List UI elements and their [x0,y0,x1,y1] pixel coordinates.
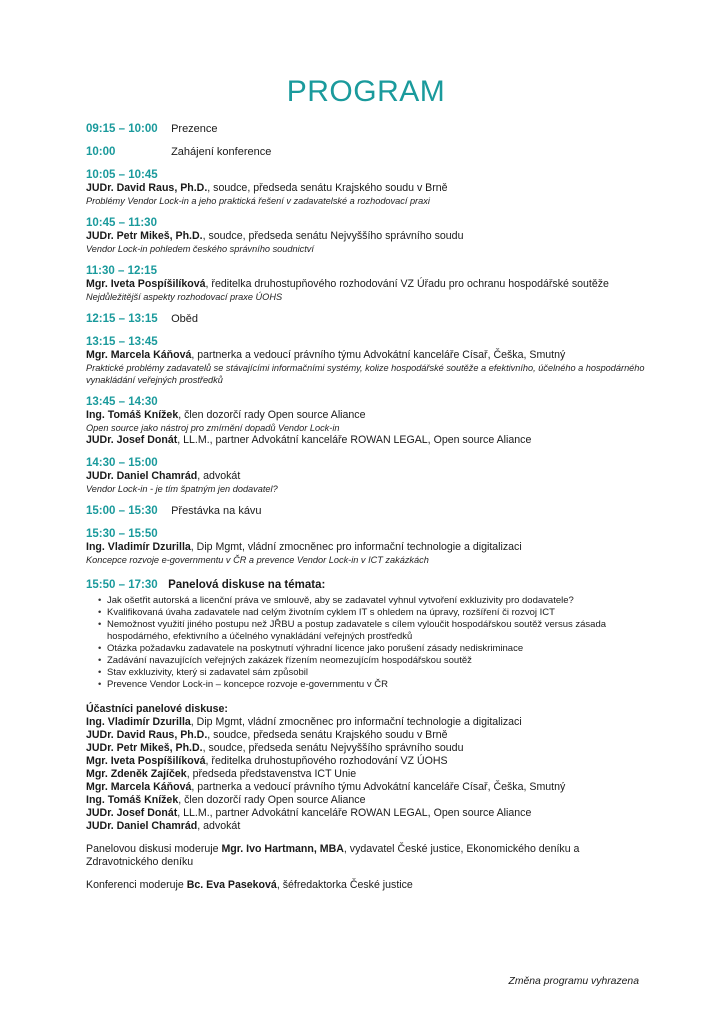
time-label: 10:45 – 11:30 [86,217,157,229]
speaker-role: , Dip Mgmt, vládní zmocněnec pro informační technologie a digitalizaci [190,541,522,553]
panel-topic-list [86,595,646,691]
participant-name: Mgr. Marcela Káňová [86,781,192,793]
speaker-name: JUDr. Petr Mikeš, Ph.D. [86,230,203,242]
participant-name: Ing. Tomáš Knížek [86,794,179,806]
participant-role: , člen dozorčí rady Open source Aliance [178,794,366,806]
session-1345 [86,395,646,447]
program-page [86,72,646,892]
time-label: 12:15 – 13:15 [86,313,158,325]
list-item [86,716,646,729]
list-item [86,820,646,833]
program-item-lunch [86,312,646,326]
time-label: 13:45 – 14:30 [86,396,158,408]
speaker-line [86,349,646,362]
moderator-pre: Panelovou diskusi moderuje [86,843,222,855]
speaker-line [86,434,646,447]
speaker-line [86,230,646,243]
speaker-line [86,541,646,554]
speaker-name: JUDr. David Raus, Ph.D. [86,182,208,194]
panel-discussion [86,575,646,691]
list-item: • Jak ošetřit autorská a licenční práva ve smlouvě, aby se zadavatel vyhnul vytvoření exkluzivity pro dodavatele? [98,595,646,607]
session-1130 [86,264,646,303]
participant-role: , ředitelka druhostupňového rozhodování VZ ÚOHS [205,755,448,767]
time-label: 09:15 – 10:00 [86,123,158,135]
speaker-role: , člen dozorčí rady Open source Aliance [178,409,366,421]
participant-name: Mgr. Iveta Pospíšilíková [86,755,206,767]
participant-name: JUDr. Petr Mikeš, Ph.D. [86,742,203,754]
panel-moderator [86,843,646,869]
program-item-prezence [86,122,646,136]
list-item: • Zadávání navazujících veřejných zakázek řízením neomezujícím hospodářskou soutěž [98,655,646,667]
talk-topic: Vendor Lock-in pohledem českého správního soudnictví [86,244,314,254]
moderator-name: Mgr. Ivo Hartmann, MBA [221,843,344,855]
participant-role: , soudce, předseda senátu Krajského soudu v Brně [207,729,448,741]
page-title: PROGRAM [286,75,446,108]
participant-role: , partnerka a vedoucí právního týmu Advokátní kanceláře Císař, Češka, Smutný [191,781,566,793]
speaker-role: , partnerka a vedoucí právního týmu Advokátní kanceláře Císař, Češka, Smutný [191,349,566,361]
speaker-line [86,278,646,291]
speaker-name: Mgr. Iveta Pospíšilíková [86,278,206,290]
item-label: Prezence [171,123,218,135]
participant-name: JUDr. David Raus, Ph.D. [86,729,208,741]
session-1430 [86,456,646,495]
time-label: 10:05 – 10:45 [86,169,158,181]
participant-role: , soudce, předseda senátu Nejvyššího správního soudu [202,742,464,754]
moderator-pre: Konferenci moderuje [86,879,187,891]
list-item [86,807,646,820]
talk-topic: Nejdůležitější aspekty rozhodovací praxe ÚOHS [86,292,283,302]
speaker-role: , soudce, předseda senátu Nejvyššího správního soudu [202,230,464,242]
participant-role: , Dip Mgmt, vládní zmocněnec pro informační technologie a digitalizaci [190,716,522,728]
moderator-post: , vydavatel České justice, Ekonomického deníku a Zdravotnického deníku [86,843,580,868]
time-label: 13:15 – 13:45 [86,336,158,348]
speaker-name: Mgr. Marcela Káňová [86,349,192,361]
speaker-name: JUDr. Josef Donát [86,434,178,446]
moderator-name: Bc. Eva Paseková [186,879,277,891]
talk-topic: Vendor Lock-in - je tím špatným jen dodavatel? [86,484,278,494]
item-label: Přestávka na kávu [171,505,262,517]
item-label: Zahájení konference [171,146,272,158]
participant-role: , advokát [197,820,241,832]
participant-name: Ing. Vladimír Dzurilla [86,716,191,728]
list-item [86,742,646,755]
participant-name: Mgr. Zdeněk Zajíček [86,768,187,780]
participant-role: , LL.M., partner Advokátní kanceláře ROWAN LEGAL, Open source Aliance [177,807,532,819]
speaker-role: , LL.M., partner Advokátní kanceláře ROWAN LEGAL, Open source Aliance [177,434,532,446]
participants-heading: Účastníci panelové diskuse: [86,703,228,715]
speaker-role: , ředitelka druhostupňového rozhodování VZ Úřadu pro ochranu hospodářské soutěže [205,278,609,290]
speaker-line [86,182,646,195]
participant-role: , předseda představenstva ICT Unie [186,768,357,780]
speaker-line [86,470,646,483]
time-label: 15:50 – 17:30 [86,579,158,591]
participant-name: JUDr. Daniel Chamrád [86,820,198,832]
list-item: • Otázka požadavku zadavatele na poskytnutí výhradní licence jako porušení zásady nediskriminace [98,643,646,655]
speaker-name: JUDr. Daniel Chamrád [86,470,198,482]
speaker-line [86,409,646,422]
time-label: 11:30 – 12:15 [86,265,157,277]
talk-topic: Problémy Vendor Lock-in a jeho praktická řešení v zadavatelské a rozhodovací praxi [86,196,430,206]
talk-topic: Open source jako nástroj pro zmírnění dopadů Vendor Lock-in [86,423,340,433]
list-item: • Prevence Vendor Lock-in – koncepce rozvoje e-governmentu v ČR [98,679,646,691]
talk-topic: Koncepce rozvoje e-governmentu v ČR a prevence Vendor Lock-in v ICT zakázkách [86,555,429,565]
program-item-coffee [86,504,646,518]
time-label: 14:30 – 15:00 [86,457,158,469]
participants-list [86,716,646,833]
panel-title: Panelová diskuse na témata: [168,579,326,591]
list-item: • Nemožnost využití jiného postupu než JŘBU a postup zadavatele s cílem vyloučit hospodářskou soutěž versus zásada hospodárného, efektivního a účelného vynakládání veřejných prostředků [98,619,646,643]
session-1005 [86,168,646,207]
conference-moderator [86,879,646,892]
time-label: 10:00 [86,146,116,158]
session-1530 [86,527,646,566]
list-item [86,755,646,768]
moderator-post: , šéfredaktorka České justice [276,879,413,891]
speaker-role: , advokát [197,470,241,482]
panel-heading [86,575,646,593]
time-label: 15:30 – 15:50 [86,528,158,540]
list-item [86,768,646,781]
list-item [86,729,646,742]
time-label: 15:00 – 15:30 [86,505,158,517]
item-label: Oběd [171,313,198,325]
list-item: • Kvalifikovaná úvaha zadavatele nad celým životním cyklem IT s ohledem na úpravy, rozšíření či rozvoj ICT [98,607,646,619]
session-1045 [86,216,646,255]
speaker-name: Ing. Vladimír Dzurilla [86,541,191,553]
talk-topic: Praktické problémy zadavatelů se stávajícími informačními systémy, kolize hospodářské soutěže a efektivního, účelného a hospodárného vynakládání veřejných prostředků [86,363,645,385]
list-item: • Stav exkluzivity, který si zadavatel sám způsobil [98,667,646,679]
speaker-role: , soudce, předseda senátu Krajského soudu v Brně [207,182,448,194]
list-item [86,794,646,807]
program-item-opening [86,145,646,159]
speaker-name: Ing. Tomáš Knížek [86,409,179,421]
session-1315 [86,335,646,386]
footer-note: Změna programu vyhrazena [508,976,639,987]
participant-name: JUDr. Josef Donát [86,807,178,819]
list-item [86,781,646,794]
